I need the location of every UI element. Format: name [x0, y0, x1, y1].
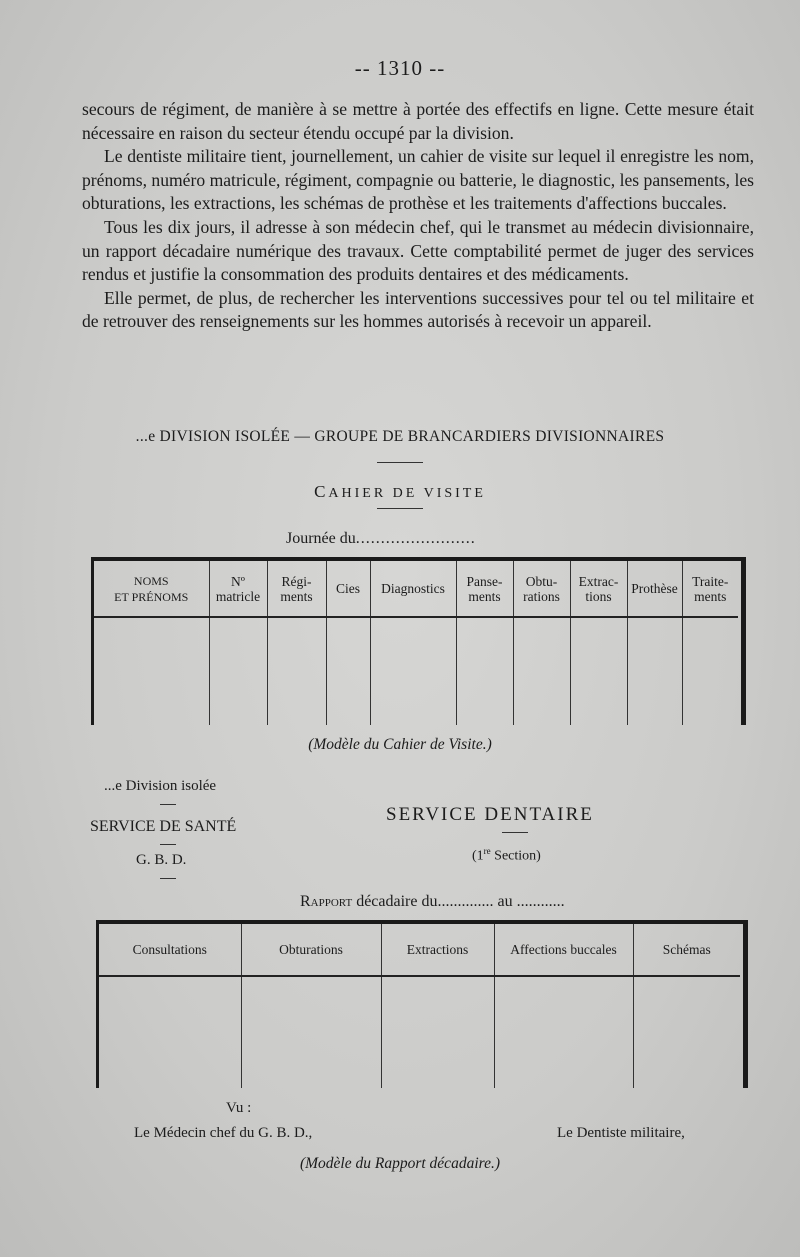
col-header-affections-buccales: Affections buccales: [494, 924, 633, 976]
col-header-line: matricle: [215, 588, 261, 604]
col-header-line: ET PRÉNOMS: [114, 589, 189, 604]
cahier-title: [0, 482, 800, 502]
table-cell: [267, 617, 326, 725]
table-cell: [99, 976, 241, 1088]
table-cell: [326, 617, 370, 725]
divider: [502, 832, 528, 833]
col-header-line: Régi-: [281, 573, 312, 589]
service-dentaire-title: SERVICE DENTAIRE: [386, 804, 594, 825]
rapport-division-label: ...e Division isolée: [104, 778, 217, 794]
table-row: [94, 617, 738, 725]
table-cell: [682, 617, 738, 725]
rapport-caption: (Modèle du Rapport décadaire.): [299, 1155, 500, 1172]
col-header-line: rations: [523, 588, 560, 604]
rapport-dates: décadaire du.............. au ............: [352, 893, 565, 910]
table-cell: [370, 617, 456, 725]
col-header-line: ments: [694, 588, 727, 604]
col-header-compagnies: [326, 561, 370, 617]
gbd-label: G. B. D.: [136, 852, 187, 868]
page-number: -- 1310 --: [354, 56, 446, 80]
col-header-extractions: [570, 561, 627, 617]
table-cell: [456, 617, 513, 725]
col-header-line: NOMS: [133, 573, 169, 588]
divider: [160, 804, 176, 805]
table-cell: [570, 617, 627, 725]
divider: [160, 878, 176, 879]
col-header-line: Panse-: [466, 573, 503, 589]
col-header-regiments: [267, 561, 326, 617]
col-header-line: ments: [468, 588, 501, 604]
col-header-prothese: [627, 561, 682, 617]
col-header-schemas: Schémas: [633, 924, 740, 976]
signature-medecin: Le Médecin chef du G. B. D.,: [134, 1125, 313, 1141]
paragraph: Elle permet, de plus, de rechercher les interventions successives pour tel ou tel militaire et de retrouver des renseignements sur les hommes autorisés à recevoir un appareil.: [82, 287, 754, 332]
col-header-noms: [94, 561, 209, 617]
rapport-table-frame: [96, 920, 748, 1088]
cahier-title-rest: AHIER DE VISITE: [328, 486, 486, 501]
col-header-diagnostics: [370, 561, 456, 617]
cahier-caption: (Modèle du Cahier de Visite.): [308, 736, 492, 753]
cahier-table: [94, 561, 738, 725]
paragraph: secours de régiment, de manière à se mettre à portée des effectifs en ligne. Cette mesure était nécessaire en raison du secteur étendu occupé par la division.: [82, 99, 754, 143]
journee-label: Journée du: [286, 530, 356, 547]
col-header-traitements: [682, 561, 738, 617]
col-header-obturations: [513, 561, 570, 617]
table-cell: [94, 617, 209, 725]
section-prefix: (1: [472, 848, 484, 864]
journee-line: [286, 530, 476, 548]
divider: [377, 508, 423, 509]
journee-dots: ........................: [355, 530, 476, 547]
col-header-line: Extrac-: [578, 573, 619, 589]
cahier-division-heading: ...e DIVISION ISOLÉE — GROUPE DE BRANCARDIERS DIVISIONNAIRES: [135, 428, 665, 445]
col-header-line: tions: [585, 588, 612, 604]
col-header-consultations: Consultations: [99, 924, 241, 976]
rapport-line: [300, 893, 565, 911]
rapport-label: Rapport: [300, 893, 353, 910]
table-cell: [513, 617, 570, 725]
table-cell: [241, 976, 381, 1088]
col-header-obturations: Obturations: [241, 924, 381, 976]
vu-label: Vu :: [226, 1100, 252, 1116]
col-header-line: Obtu-: [525, 573, 558, 589]
cahier-table-frame: [91, 557, 746, 725]
divider: [377, 462, 423, 463]
service-sante-label: SERVICE DE SANTÉ: [90, 818, 237, 835]
table-row: [99, 976, 740, 1088]
section-sup: re: [483, 846, 491, 856]
rapport-table: [99, 924, 740, 1088]
col-header-line: Nº: [231, 573, 245, 589]
table-cell: [627, 617, 682, 725]
divider: [160, 844, 176, 845]
signature-dentiste: Le Dentiste militaire,: [557, 1125, 685, 1141]
body-text: [82, 98, 754, 334]
table-cell: [633, 976, 740, 1088]
col-header-line: Prothèse: [631, 581, 678, 596]
col-header-line: Traite-: [692, 573, 729, 589]
col-header-extractions: Extractions: [381, 924, 494, 976]
col-header-line: Cies: [335, 581, 360, 596]
col-header-pansements: [456, 561, 513, 617]
table-cell: [209, 617, 267, 725]
table-cell: [381, 976, 494, 1088]
section-label: [472, 846, 541, 865]
col-header-line: ments: [280, 588, 313, 604]
col-header-line: Diagnostics: [381, 581, 445, 596]
paragraph: Le dentiste militaire tient, journellement, un cahier de visite sur lequel il enregistre les nom, prénoms, numéro matricule, régiment, compagnie ou batterie, le diagnostic, les pansements, les obturations, les extractions, les schémas de prothèse et les traitements d'affections buccales.: [82, 146, 754, 214]
section-suffix: Section): [490, 848, 541, 864]
paragraph: Tous les dix jours, il adresse à son médecin chef, qui le transmet au médecin divisionnaire, un rapport décadaire numérique des travaux. Cette comptabilité permet de juger des services rendus et justifie la consommation des produits dentaires et des médicaments.: [82, 216, 754, 285]
col-header-matricule: [209, 561, 267, 617]
cahier-title-initial: C: [314, 482, 329, 501]
table-cell: [494, 976, 633, 1088]
